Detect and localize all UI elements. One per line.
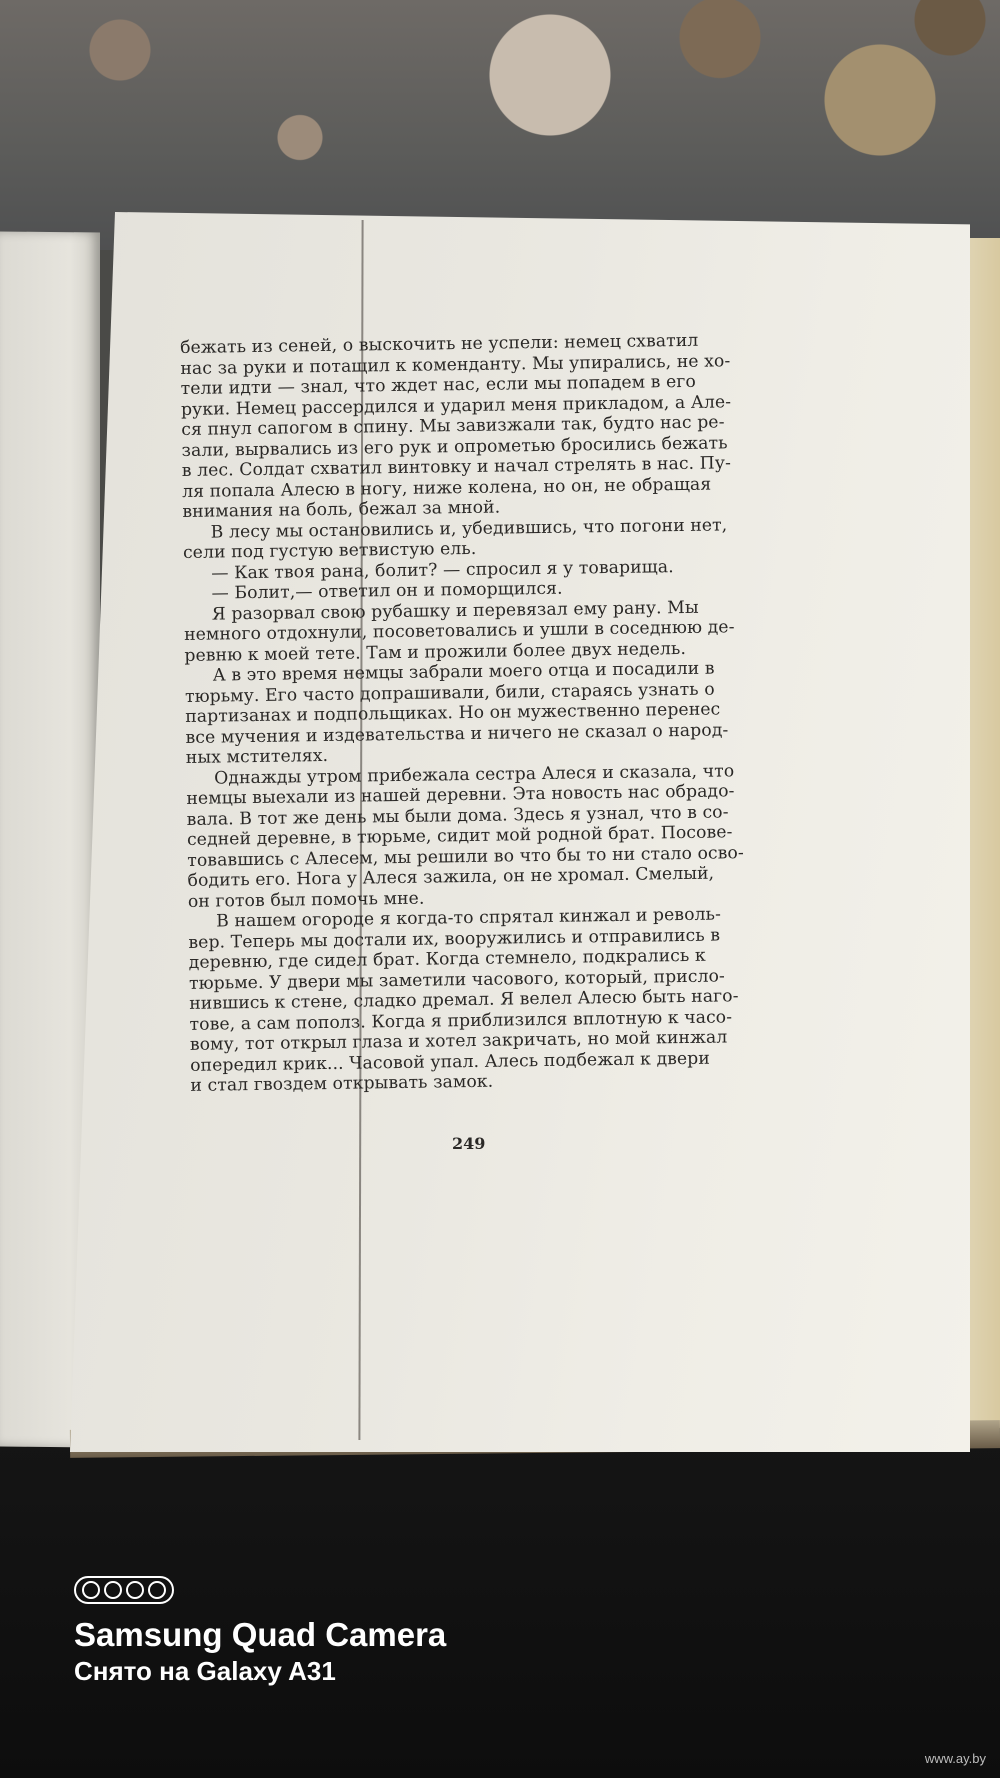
text-line: — Как твоя рана, болит? — спросил я у товарища. bbox=[211, 556, 674, 584]
text-line: и стал гвоздем открывать замок. bbox=[190, 1071, 494, 1096]
camera-watermark bbox=[74, 1576, 446, 1688]
text-line: тове, а сам пополз. Когда я приблизился вплотную к часо- bbox=[189, 1006, 733, 1035]
text-line: В нашем огороде я когда-то спрятал кинжал и револь- bbox=[216, 904, 722, 932]
text-line: тюрьму. Его часто допрашивали, били, стараясь узнать о bbox=[184, 679, 715, 707]
page-number: 249 bbox=[452, 1134, 486, 1153]
text-line: немцы выехали из нашей деревни. Эта новость нас обрадо- bbox=[186, 781, 735, 809]
text-line: в лес. Солдат схватил винтовку и начал стрелять в нас. Пу- bbox=[181, 453, 732, 481]
text-line: ся пнул сапогом в спину. Мы завизжали так, будто нас ре- bbox=[181, 412, 725, 440]
text-line: ля попала Алесю в ногу, ниже колена, но он, не обращая bbox=[182, 474, 712, 502]
page-text bbox=[180, 330, 751, 1096]
text-line: ных мстителях. bbox=[185, 745, 329, 768]
text-line: партизанах и подпольщиках. Но он мужественно перенес bbox=[185, 699, 721, 727]
text-line: сели под густую ветвистую ель. bbox=[182, 538, 477, 563]
text-line: нившись к стене, сладко дремал. Я велел Алесю быть наго- bbox=[189, 986, 739, 1014]
text-line: опередил крик... Часовой упал. Алесь подбежал к двери bbox=[190, 1048, 711, 1076]
text-line: вому, тот открыл глаза и хотел закричать, но мой кинжал bbox=[189, 1027, 728, 1055]
text-line: В лесу мы остановились и, убедившись, что погони нет, bbox=[210, 514, 728, 543]
text-line: седней деревне, в тюрьме, сидит мой родной брат. Посове- bbox=[186, 822, 733, 850]
text-line: Однажды утром прибежала сестра Алеся и сказала, что bbox=[214, 760, 735, 789]
text-line: тюрьме. У двери мы заметили часового, который, присло- bbox=[188, 965, 726, 994]
text-line: товавшись с Алесем, мы решили во что бы то ни стало осво- bbox=[187, 842, 744, 871]
watermark-title: Samsung Quad Camera bbox=[74, 1616, 447, 1653]
text-line: деревню, где сидел брат. Когда стемнело, подкрались к bbox=[188, 945, 706, 973]
text-line: ревню к моей тете. Там и прожили более двух недель. bbox=[184, 638, 687, 666]
text-line: все мучения и издевательства и ничего не сказал о народ- bbox=[185, 719, 729, 748]
stone-background bbox=[0, 0, 1000, 250]
text-line: руки. Немец рассердился и ударил меня прикладом, а Але- bbox=[180, 391, 732, 420]
text-line: нас за руки и потащил к коменданту. Мы упирались, не хо- bbox=[180, 350, 731, 379]
site-watermark: www.ay.by bbox=[924, 1751, 986, 1766]
text-line: вер. Теперь мы достали их, вооружились и отправились в bbox=[188, 925, 721, 953]
watermark-subtitle: Снято на Galaxy A31 bbox=[74, 1656, 336, 1686]
text-line: Я разорвал свою рубашку и перевязал ему рану. Мы bbox=[211, 597, 699, 625]
text-line: внимания на боль, бежал за мной. bbox=[182, 497, 501, 522]
text-line: бежать из сеней, о выскочить не успели: немец схватил bbox=[180, 330, 699, 358]
text-line: А в это время немцы забрали моего отца и посадили в bbox=[212, 658, 715, 686]
text-line: бодить его. Нога у Алеся зажила, он не хромал. Смелый, bbox=[187, 863, 715, 891]
text-line: он готов был помочь мне. bbox=[187, 888, 425, 912]
text-line: вала. В тот же день мы были дома. Здесь я узнал, что в со- bbox=[186, 801, 729, 830]
quad-camera-icon bbox=[74, 1576, 174, 1604]
text-line: — Болит,— ответил он и поморщился. bbox=[211, 578, 563, 604]
text-line: немного отдохнули, посоветовались и ушли в соседнюю де- bbox=[184, 617, 735, 645]
text-line: зали, вырвались из его рук и опрометью бросились бежать bbox=[181, 432, 728, 461]
text-line: тели идти — знал, что ждет нас, если мы попадем в его bbox=[180, 371, 697, 399]
